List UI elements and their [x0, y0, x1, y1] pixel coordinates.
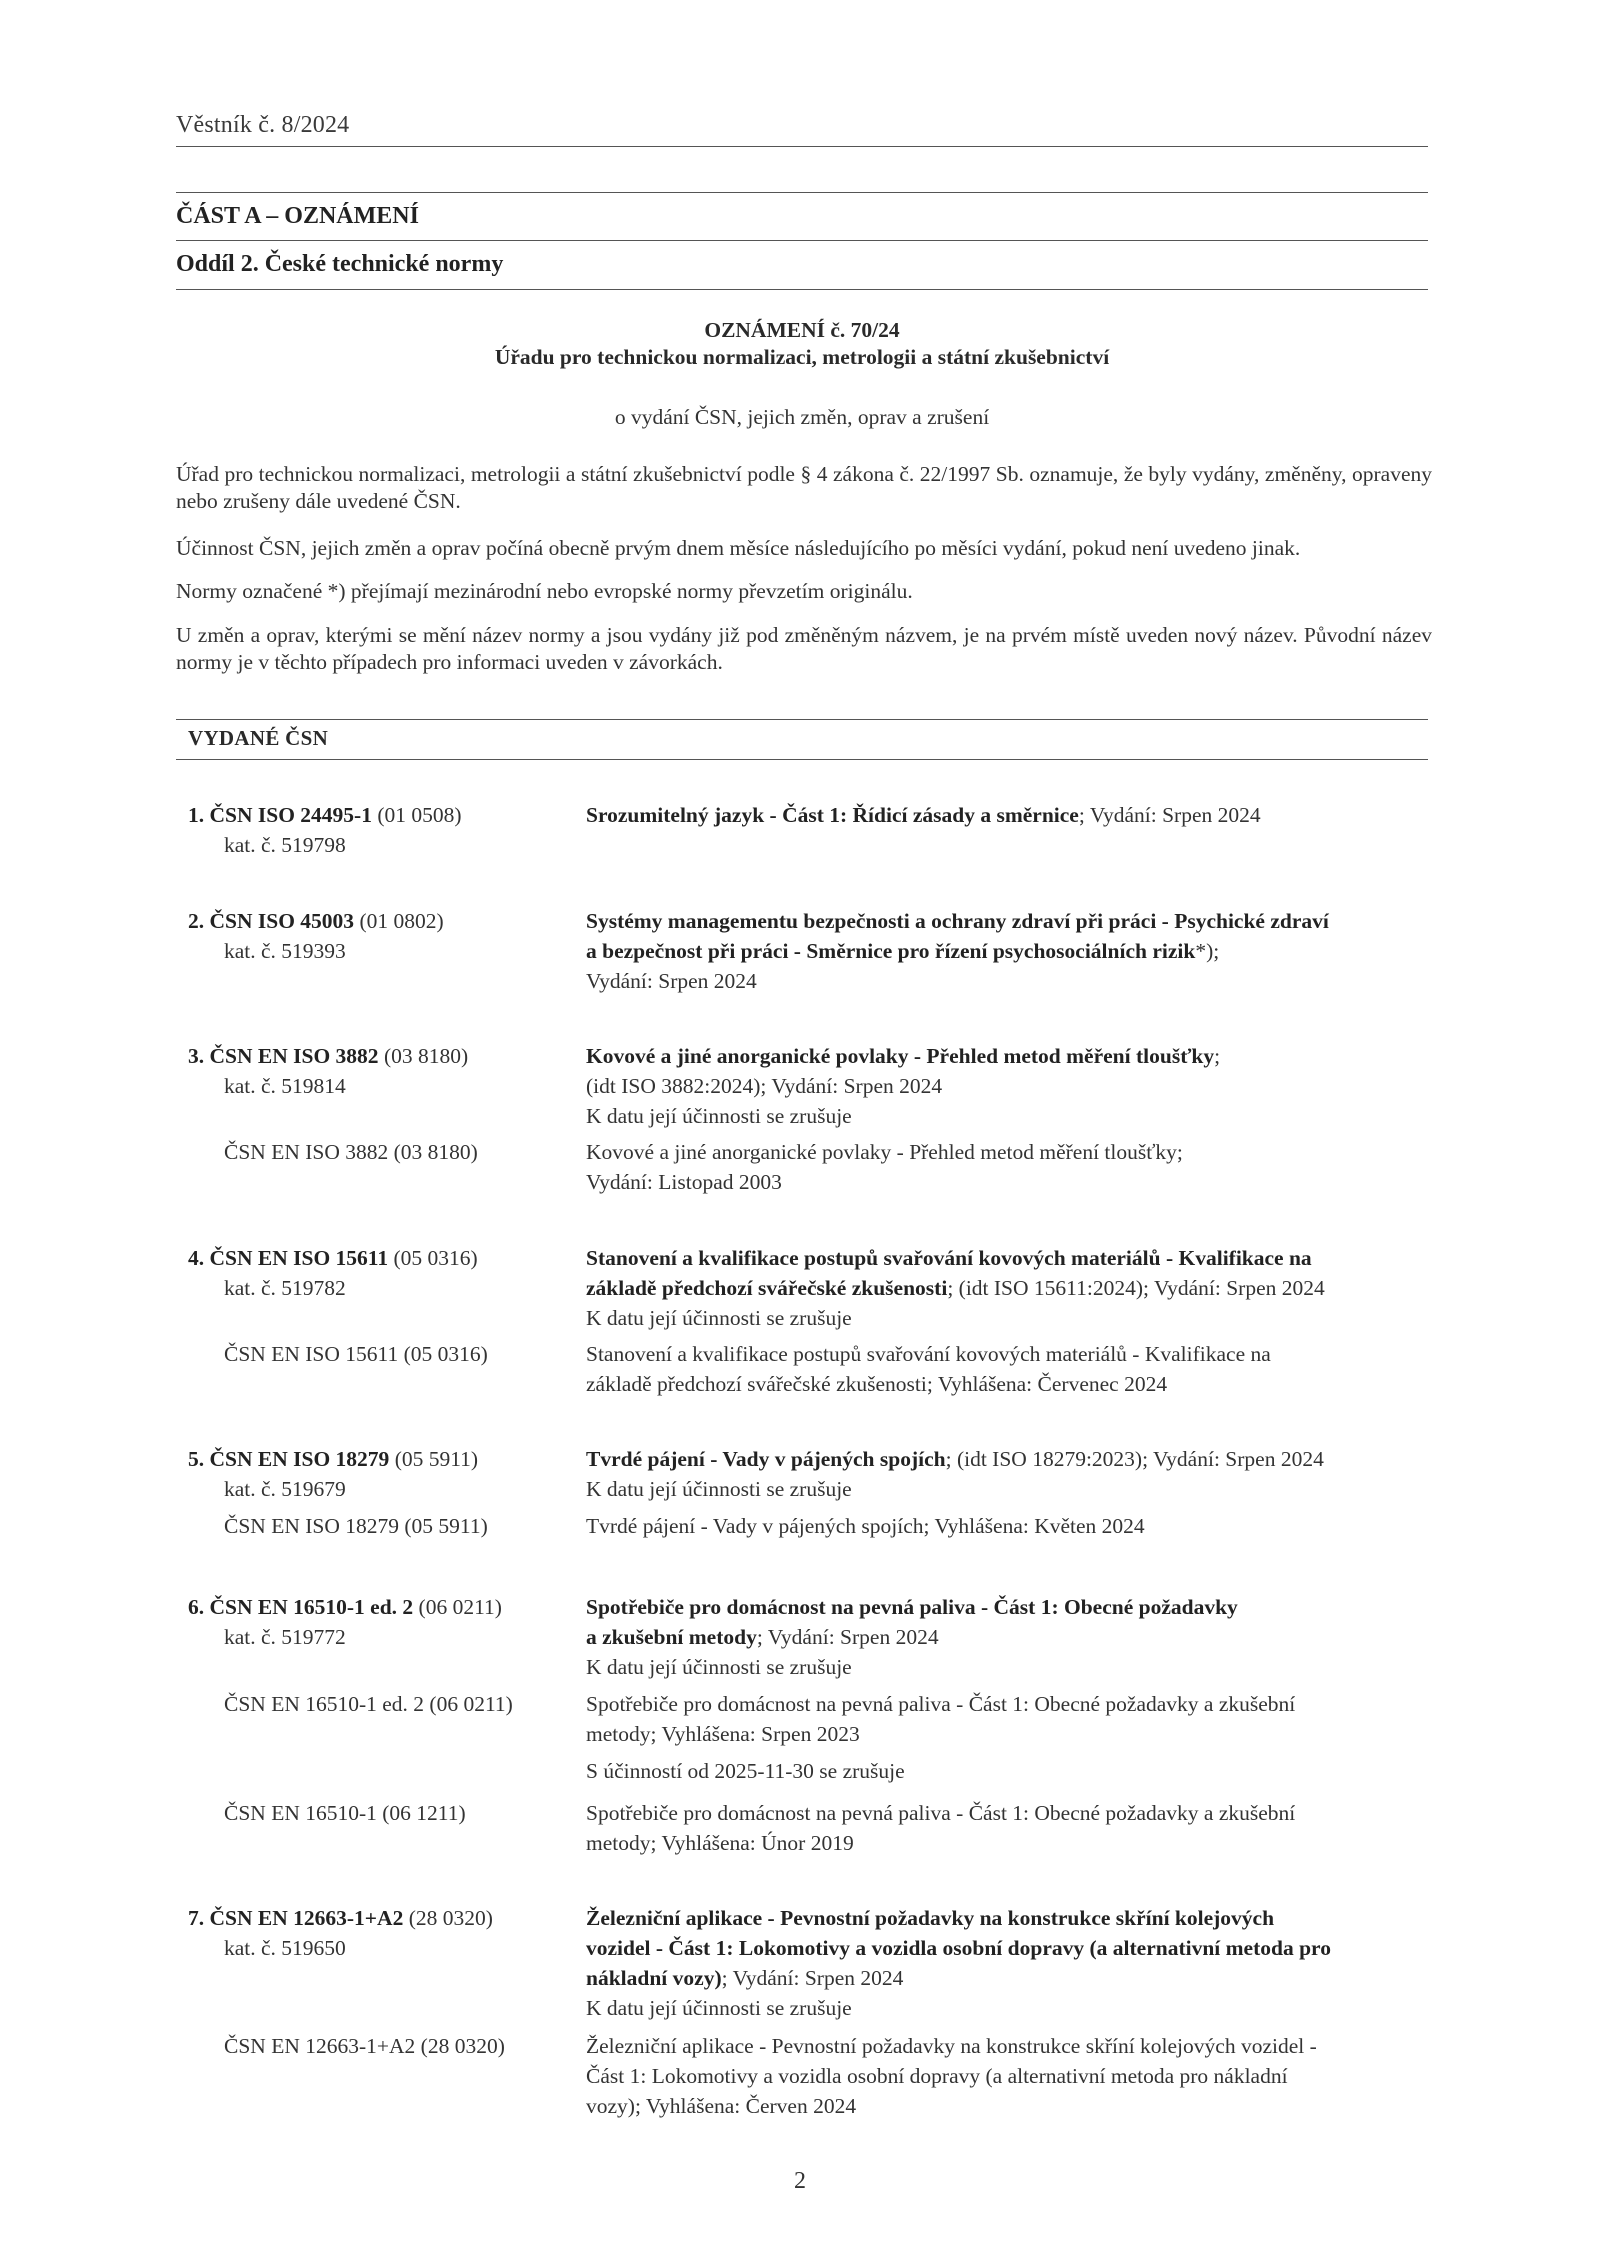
announcement-title: OZNÁMENÍ č. 70/24 [704, 318, 900, 342]
withdrawn-title: Stanovení a kvalifikace postupů svařování kovových materiálů - Kvalifikace na [586, 1342, 1271, 1366]
withdrawal-note: K datu její účinnosti se zrušuje [586, 1104, 852, 1128]
standard-description [586, 1444, 1434, 1504]
withdrawal-note: K datu její účinnosti se zrušuje [586, 1477, 852, 1501]
standard-code: ČSN ISO 45003 [209, 909, 355, 933]
issue-details: ; Vydání: Srpen 2024 [756, 1625, 939, 1649]
entry-number: 3. [188, 1044, 210, 1068]
catalog-number: kat. č. 519798 [224, 833, 346, 857]
standard-title: Kovové a jiné anorganické povlaky - Přehled metod měření tloušťky [586, 1044, 1215, 1068]
standard-title: Spotřebiče pro domácnost na pevná paliva - Část 1: Obecné požadavky [586, 1595, 1238, 1619]
withdrawn-details: základě předchozí svářečské zkušenosti; Vyhlášena: Červenec 2024 [586, 1372, 1168, 1396]
standard-title: a bezpečnost při práci - Směrnice pro řízení psychosociálních rizik [586, 939, 1196, 963]
standard-title: Železniční aplikace - Pevnostní požadavky na konstrukce skříní kolejových [586, 1906, 1275, 1930]
withdrawn-standard-code: ČSN EN 16510-1 ed. 2 (06 0211) [224, 1692, 513, 1716]
standard-title: Systémy managementu bezpečnosti a ochrany zdraví při práci - Psychické zdraví [586, 909, 1329, 933]
standard-title: nákladní vozy) [586, 1966, 722, 1990]
announcement-subject: o vydání ČSN, jejich změn, oprav a zrušení [614, 405, 990, 429]
adoption-paragraph: Normy označené *) přejímají mezinárodní nebo evropské normy převzetím originálu. [176, 579, 913, 603]
divider [176, 759, 1428, 760]
catalog-number: kat. č. 519782 [224, 1276, 346, 1300]
classification-code: (05 0316) [388, 1246, 478, 1270]
standard-description [586, 1592, 1434, 1682]
withdrawn-title: Kovové a jiné anorganické povlaky - Přehled metod měření tloušťky; [586, 1140, 1183, 1164]
standard-description [586, 1243, 1434, 1333]
withdrawal-note: K datu její účinnosti se zrušuje [586, 1996, 852, 2020]
section-heading: Oddíl 2. České technické normy [176, 251, 504, 277]
standard-title: Srozumitelný jazyk - Část 1: Řídicí zásady a směrnice [586, 803, 1079, 827]
entry-number: 7. [188, 1906, 210, 1930]
withdrawn-standard-code: ČSN EN 12663-1+A2 (28 0320) [224, 2034, 505, 2058]
issued-standards-heading: VYDANÉ ČSN [188, 726, 329, 750]
issue-details: ; Vydání: Srpen 2024 [1078, 803, 1261, 827]
standard-description [586, 906, 1434, 996]
classification-code: (03 8180) [378, 1044, 469, 1068]
separator: ; [1214, 1044, 1221, 1068]
withdrawn-standard-code: ČSN EN ISO 15611 (05 0316) [224, 1342, 488, 1366]
catalog-number: kat. č. 519650 [224, 1936, 346, 1960]
standard-code: ČSN EN 12663-1+A2 [209, 1906, 404, 1930]
divider [176, 719, 1428, 720]
standard-code: ČSN ISO 24495-1 [209, 803, 372, 827]
withdrawal-note: K datu její účinnosti se zrušuje [586, 1655, 852, 1679]
classification-code: (01 0802) [354, 909, 444, 933]
withdrawn-standard-description [586, 2031, 1434, 2121]
standard-code: ČSN EN ISO 18279 [209, 1447, 390, 1471]
withdrawn-details: metody; Vyhlášena: Srpen 2023 [586, 1722, 860, 1746]
issue-details: ; (idt ISO 18279:2023); Vydání: Srpen 2024 [945, 1447, 1324, 1471]
divider [176, 240, 1428, 241]
effectivity-paragraph: Účinnost ČSN, jejich změn a oprav počíná obecně prvým dnem měsíce následujícího po měsíci vydání, pokud není uvedeno jinak. [176, 536, 1301, 560]
issue-details: (idt ISO 3882:2024); Vydání: Srpen 2024 [586, 1074, 943, 1098]
page-number: 2 [794, 2168, 806, 2194]
withdrawn-title: Železniční aplikace - Pevnostní požadavky na konstrukce skříní kolejových vozidel - [586, 2034, 1317, 2058]
standard-description [586, 800, 1434, 830]
standard-designation [188, 1243, 568, 1303]
withdrawn-title: Část 1: Lokomotivy a vozidla osobní dopravy (a alternativní metoda pro nákladní [586, 2064, 1288, 2088]
title-change-paragraph: U změn a oprav, kterými se mění název normy a jsou vydány již pod změněným názvem, je na prvém místě uveden nový název. Původní název normy je v těchto případech pro informaci uveden v závorkách. [176, 623, 1432, 674]
catalog-number: kat. č. 519814 [224, 1074, 346, 1098]
withdrawn-standard-description [586, 1511, 1434, 1541]
withdrawal-date-note: S účinností od 2025-11-30 se zrušuje [586, 1759, 905, 1783]
catalog-number: kat. č. 519679 [224, 1477, 346, 1501]
withdrawn-standard-description [586, 1689, 1434, 1749]
standard-designation [188, 1592, 568, 1652]
issue-details: Vydání: Srpen 2024 [586, 969, 757, 993]
standard-title: Stanovení a kvalifikace postupů svařování kovových materiálů - Kvalifikace na [586, 1246, 1312, 1270]
standard-designation [188, 1444, 568, 1504]
classification-code: (05 5911) [389, 1447, 479, 1471]
withdrawn-title: Spotřebiče pro domácnost na pevná paliva - Část 1: Obecné požadavky a zkušební [586, 1801, 1296, 1825]
withdrawn-details: Vydání: Listopad 2003 [586, 1170, 782, 1194]
classification-code: (01 0508) [371, 803, 462, 827]
withdrawn-title: Spotřebiče pro domácnost na pevná paliva - Část 1: Obecné požadavky a zkušební [586, 1692, 1296, 1716]
divider [176, 146, 1428, 147]
entry-number: 5. [188, 1447, 210, 1471]
withdrawn-standard-description [586, 1137, 1434, 1197]
standard-code: ČSN EN ISO 15611 [209, 1246, 389, 1270]
withdrawal-note: K datu její účinnosti se zrušuje [586, 1306, 852, 1330]
standard-code: ČSN EN 16510-1 ed. 2 [209, 1595, 414, 1619]
issue-details: ; Vydání: Srpen 2024 [721, 1966, 904, 1990]
withdrawn-details: metody; Vyhlášena: Únor 2019 [586, 1831, 854, 1855]
standard-title: základě předchozí svářečské zkušenosti [586, 1276, 948, 1300]
withdrawn-standard-description [586, 1798, 1434, 1858]
standard-code: ČSN EN ISO 3882 [209, 1044, 379, 1068]
catalog-number: kat. č. 519393 [224, 939, 346, 963]
standard-designation [188, 1041, 568, 1101]
classification-code: (06 0211) [413, 1595, 502, 1619]
standard-title: vozidel - Část 1: Lokomotivy a vozidla osobní dopravy (a alternativní metoda pro [586, 1936, 1331, 1960]
standard-description [586, 1041, 1434, 1131]
withdrawn-details: vozy); Vyhlášena: Červen 2024 [586, 2094, 857, 2118]
intro-paragraph: Úřad pro technickou normalizaci, metrologii a státní zkušebnictví podle § 4 zákona č. 22/1997 Sb. oznamuje, že byly vydány, změněny, opraveny nebo zrušeny dále uvedené ČSN. [176, 462, 1432, 513]
classification-code: (28 0320) [403, 1906, 493, 1930]
withdrawn-title: Tvrdé pájení - Vady v pájených spojích; Vyhlášena: Květen 2024 [586, 1514, 1145, 1538]
announcement-issuer: Úřadu pro technickou normalizaci, metrologii a státní zkušebnictví [494, 345, 1110, 369]
withdrawn-standard-description [586, 1339, 1434, 1399]
entry-number: 2. [188, 909, 210, 933]
running-head: Věstník č. 8/2024 [176, 112, 350, 138]
entry-number: 4. [188, 1246, 210, 1270]
standard-title: Tvrdé pájení - Vady v pájených spojích [586, 1447, 946, 1471]
standard-designation [188, 906, 568, 966]
withdrawn-standard-code: ČSN EN ISO 18279 (05 5911) [224, 1514, 488, 1538]
withdrawn-standard-code: ČSN EN 16510-1 (06 1211) [224, 1801, 466, 1825]
entry-number: 6. [188, 1595, 210, 1619]
standard-description [586, 1903, 1434, 2023]
catalog-number: kat. č. 519772 [224, 1625, 346, 1649]
standard-designation [188, 800, 568, 860]
standard-title: a zkušební metody [586, 1625, 757, 1649]
adoption-marker: *); [1195, 939, 1220, 963]
standard-designation [188, 1903, 568, 1963]
withdrawn-standard-code: ČSN EN ISO 3882 (03 8180) [224, 1140, 478, 1164]
part-heading: ČÁST A – OZNÁMENÍ [176, 203, 419, 229]
divider [176, 192, 1428, 193]
entry-number: 1. [188, 803, 210, 827]
issue-details: ; (idt ISO 15611:2024); Vydání: Srpen 2024 [947, 1276, 1325, 1300]
divider [176, 289, 1428, 290]
